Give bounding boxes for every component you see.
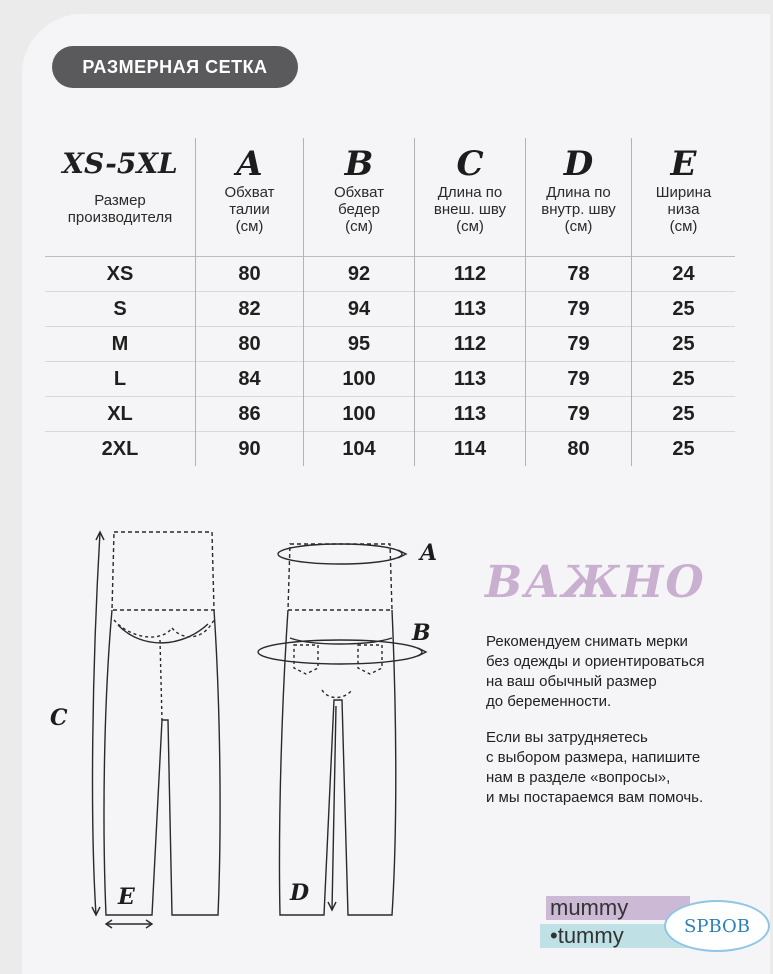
value-cell: 25	[632, 432, 736, 467]
important-heading: ВАЖНО	[485, 557, 706, 608]
label-b: B	[412, 620, 431, 646]
label-a: A	[420, 540, 438, 566]
value-cell: 113	[415, 292, 526, 327]
value-cell: 25	[632, 327, 736, 362]
value-cell: 79	[526, 327, 632, 362]
table-row	[45, 292, 735, 327]
header-col-d	[526, 138, 632, 257]
value-cell: 25	[632, 292, 736, 327]
pants-measurement-diagram	[22, 520, 452, 930]
col-c-letter: C	[456, 144, 484, 184]
size-cell: L	[113, 367, 127, 390]
note1-line3: на ваш обычный размер	[486, 673, 657, 690]
header-size-column	[45, 138, 196, 257]
col-c-line1: Длина по	[437, 184, 503, 201]
note2-line3: нам в разделе «вопросы»,	[486, 769, 671, 786]
value-cell: 100	[304, 362, 415, 397]
size-cell: XL	[107, 402, 133, 425]
value-cell: 25	[632, 397, 736, 432]
value-cell: 79	[526, 397, 632, 432]
value-cell: 84	[196, 362, 304, 397]
col-d-letter: D	[563, 144, 594, 184]
size-col-sub-1: Размер	[94, 192, 146, 209]
value-cell: 112	[415, 257, 526, 292]
col-b-line1: Обхват	[334, 184, 384, 201]
important-note-1	[486, 632, 756, 712]
value-cell: 114	[415, 432, 526, 467]
size-cell: 2XL	[101, 437, 139, 460]
table-row	[45, 327, 735, 362]
front-pants-illustration	[104, 532, 220, 915]
value-cell: 80	[526, 432, 632, 467]
col-a-line1: Обхват	[224, 184, 275, 201]
col-c-line3: (см)	[456, 218, 484, 235]
value-cell: 100	[304, 397, 415, 432]
length-c-arrow	[92, 532, 104, 915]
col-b-line3: (см)	[345, 218, 373, 235]
value-cell: 113	[415, 362, 526, 397]
col-e-line3: (см)	[669, 218, 698, 235]
value-cell: 80	[196, 327, 304, 362]
important-note-2	[486, 728, 756, 808]
note2-line4: и мы постараемся вам помочь.	[486, 789, 704, 806]
waist-a-measure	[278, 544, 406, 564]
header-col-c	[415, 138, 526, 257]
size-range-label: XS-5XL	[62, 147, 178, 180]
col-c-line2: внеш. шву	[433, 201, 507, 218]
value-cell: 79	[526, 362, 632, 397]
table-row	[45, 432, 735, 467]
value-cell: 82	[196, 292, 304, 327]
note1-line2: без одежды и ориентироваться	[486, 653, 705, 670]
value-cell: 112	[415, 327, 526, 362]
size-cell: XS	[106, 262, 134, 285]
col-e-line2: низа	[667, 201, 700, 218]
note2-line2: с выбором размера, напишите	[486, 749, 701, 766]
value-cell: 94	[304, 292, 415, 327]
label-c: C	[50, 705, 68, 731]
value-cell: 78	[526, 257, 632, 292]
col-e-letter: E	[670, 144, 697, 184]
value-cell: 113	[415, 397, 526, 432]
table-row	[45, 257, 735, 292]
value-cell: 24	[632, 257, 736, 292]
col-d-line2: внутр. шву	[541, 201, 616, 218]
value-cell: 92	[304, 257, 415, 292]
col-e-line1: Ширина	[655, 184, 712, 201]
note2-line1: Если вы затрудняетесь	[486, 729, 648, 746]
col-a-line2: талии	[229, 201, 270, 218]
size-table	[45, 138, 735, 466]
size-cell: M	[111, 332, 129, 355]
col-d-line1: Длина по	[546, 184, 611, 201]
header-col-a	[196, 138, 304, 257]
width-e-arrow	[106, 920, 152, 928]
size-cell: S	[113, 297, 127, 320]
value-cell: 86	[196, 397, 304, 432]
col-d-line3: (см)	[564, 218, 593, 235]
brand-line-tummy: •tummy	[540, 924, 696, 948]
table-header-row	[45, 138, 735, 257]
label-d: D	[290, 880, 310, 906]
size-col-sub-2: производителя	[67, 209, 173, 226]
value-cell: 79	[526, 292, 632, 327]
col-b-line2: бедер	[338, 201, 380, 218]
note1-line1: Рекомендуем снимать мерки	[486, 633, 688, 650]
note1-line4: до беременности.	[486, 693, 612, 710]
header-col-b	[304, 138, 415, 257]
value-cell: 90	[196, 432, 304, 467]
label-e: E	[118, 884, 135, 910]
brand-line-mummy: mummy	[546, 896, 690, 920]
col-b-letter: B	[344, 144, 374, 184]
page-title: РАЗМЕРНАЯ СЕТКА	[52, 46, 298, 88]
value-cell: 80	[196, 257, 304, 292]
value-cell: 25	[632, 362, 736, 397]
table-row	[45, 362, 735, 397]
col-a-letter: A	[236, 144, 263, 184]
back-pants-illustration	[279, 544, 395, 915]
col-a-line3: (см)	[235, 218, 264, 235]
watermark-stamp: SPBOB	[664, 900, 770, 952]
table-row	[45, 397, 735, 432]
value-cell: 104	[304, 432, 415, 467]
value-cell: 95	[304, 327, 415, 362]
header-col-e	[632, 138, 736, 257]
